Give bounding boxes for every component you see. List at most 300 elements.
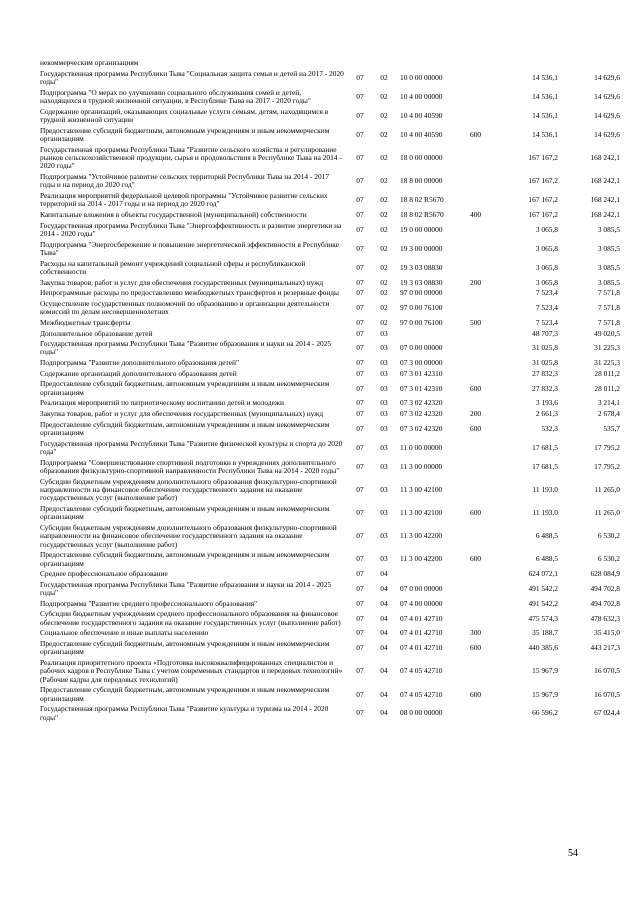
table-row (40, 172, 620, 191)
row-amount-year2: 28 011,2 (594, 368, 620, 378)
row-section: 07 (356, 598, 364, 608)
row-subsection (372, 58, 396, 69)
row-target-code: 08 0 00 00000 (400, 708, 443, 718)
row-expense-type (470, 288, 500, 299)
row-name: Подпрограмма "Энергосбережение и повышение энергетической эффективности в Республике Тыва" (40, 239, 339, 257)
row-expense-type (470, 258, 500, 277)
table-row (40, 369, 620, 380)
row-amount-year2: 7 571,8 (597, 288, 620, 298)
row-amount-year2: 11 265,0 (594, 508, 620, 518)
row-expense-type (470, 172, 500, 191)
row-expense-type (470, 239, 500, 258)
row-section: 07 (356, 643, 364, 653)
row-subsection: 02 (380, 73, 388, 82)
table-row (40, 420, 620, 439)
table-row (40, 599, 620, 610)
row-target-code: 10 4 00 40590 (400, 129, 443, 139)
row-name: Подпрограмма "Устойчивое развитие сельских территорий Республики Тыва на 2014 - 2017 годы и на период до 2020 год" (40, 172, 330, 190)
table-row (40, 277, 620, 288)
row-section: 07 (356, 358, 364, 368)
row-amount-year1: 14 536,1 (532, 73, 558, 82)
table-row (40, 191, 620, 210)
row-target-code: 11 0 00 00000 (400, 442, 443, 452)
row-amount-year2: 14 629,6 (594, 110, 620, 120)
row-amount-year2: 478 632,3 (590, 613, 620, 623)
table-row (40, 550, 620, 569)
row-name: Закупка товаров, работ и услуг для обеспечения государственных (муниципальных) нужд (40, 277, 324, 287)
row-expense-type (470, 458, 500, 477)
row-amount-year2: 16 070,5 (594, 689, 620, 699)
row-amount-year1 (500, 58, 558, 69)
row-amount-year2: 3 214,1 (597, 398, 620, 408)
row-name: Реализация мероприятий по патриотическому воспитанию детей и молодежи (40, 398, 284, 408)
row-subsection: 02 (380, 209, 388, 219)
row-section: 07 (356, 317, 364, 327)
row-amount-year1: 3 065,8 (535, 243, 558, 253)
row-target-code: 18 0 00 00000 (400, 153, 443, 163)
row-amount-year2: 3 085,5 (597, 262, 620, 272)
row-target-code (396, 569, 470, 580)
row-subsection: 02 (380, 224, 388, 234)
row-subsection: 03 (380, 358, 388, 368)
row-subsection: 02 (380, 303, 388, 312)
table-row (40, 288, 620, 299)
row-section: 07 (356, 277, 364, 287)
row-amount-year1: 15 967,9 (532, 666, 558, 676)
row-expense-type: 600 (470, 689, 482, 699)
table-row (40, 69, 620, 88)
row-expense-type: 600 (470, 643, 482, 653)
row-amount-year2: 535,7 (603, 423, 620, 433)
row-expense-type: 200 (470, 277, 482, 287)
row-expense-type (470, 398, 500, 409)
row-section: 07 (356, 328, 364, 338)
row-amount-year2: 628 084,9 (590, 569, 620, 579)
row-section: 07 (356, 129, 364, 139)
row-amount-year2: 3 085,5 (597, 243, 620, 253)
row-subsection: 02 (380, 195, 388, 205)
table-row (40, 458, 620, 477)
row-amount-year2: 2 678,4 (597, 409, 620, 419)
row-section (348, 58, 372, 69)
row-expense-type: 200 (470, 409, 482, 419)
row-section: 07 (356, 409, 364, 419)
row-expense-type (470, 569, 500, 580)
row-amount-year1: 11 193,0 (532, 485, 558, 494)
row-subsection: 04 (380, 583, 388, 593)
row-amount-year2: 168 242,1 (590, 209, 620, 219)
row-section: 07 (356, 176, 364, 186)
row-expense-type (470, 704, 500, 723)
row-section: 07 (356, 583, 364, 593)
row-name: Субсидии бюджетным учреждениям дополнительного образования физкультурно-спортивной направленности на финансовое обеспечение государственного задания на оказание государственных услуг (выполнение работ) (40, 522, 337, 549)
table-row (40, 639, 620, 658)
row-target-code: 07 4 05 42710 (400, 666, 443, 676)
row-target-code: 97 0 00 76100 (400, 317, 443, 327)
row-amount-year2: 14 629,6 (594, 129, 620, 139)
row-section: 07 (356, 689, 364, 699)
row-amount-year2: 17 795,2 (594, 461, 620, 471)
row-expense-type (470, 107, 500, 126)
row-section: 07 (356, 262, 364, 272)
row-amount-year1: 167 167,2 (528, 176, 558, 186)
row-name: Предоставление субсидий бюджетным, автономным учреждениям и иным некоммерческим организациям (40, 379, 330, 397)
table-row (40, 210, 620, 221)
row-amount-year2: 14 629,6 (594, 73, 620, 82)
row-expense-type: 600 (470, 423, 482, 433)
row-target-code: 11 3 00 42100 (400, 508, 443, 518)
row-name: Осуществление государственных полномочий по образованию и организации деятельности комиссий по делам несовершеннолетних (40, 298, 330, 317)
row-amount-year1: 3 065,8 (535, 262, 558, 272)
row-amount-year1: 48 707,3 (532, 328, 558, 338)
row-expense-type: 600 (470, 129, 482, 139)
row-amount-year2: 7 571,8 (597, 303, 620, 312)
row-name: Капитальные вложения в объекты государственной (муниципальной) собственности (40, 209, 307, 219)
row-subsection: 03 (380, 368, 388, 378)
page-number: 54 (568, 848, 578, 859)
row-amount-year2: 3 085,5 (597, 277, 620, 287)
row-subsection: 03 (380, 485, 388, 494)
row-name: некоммерческим организациям (40, 58, 139, 68)
row-amount-year1: 440 385,6 (528, 643, 558, 653)
row-target-code: 07 4 01 42710 (400, 613, 443, 623)
row-amount-year2: 6 530,2 (597, 531, 620, 541)
row-subsection: 03 (380, 409, 388, 419)
table-row (40, 88, 620, 107)
row-subsection: 03 (380, 554, 388, 564)
row-amount-year2: 3 085,5 (597, 224, 620, 234)
row-amount-year1: 532,3 (541, 423, 558, 433)
row-amount-year2: 49 020,5 (594, 328, 620, 338)
row-expense-type: 600 (470, 508, 482, 518)
row-amount-year1: 167 167,2 (528, 209, 558, 219)
row-target-code: 18 8 02 R5670 (400, 209, 444, 219)
row-subsection: 04 (380, 613, 388, 623)
row-target-code: 10 4 00 40590 (400, 110, 443, 120)
row-expense-type (470, 439, 500, 458)
row-target-code: 07 0 00 00000 (400, 583, 443, 593)
row-amount-year1: 17 681,5 (532, 461, 558, 471)
row-subsection: 03 (380, 398, 388, 408)
row-section: 07 (356, 368, 364, 378)
row-amount-year1: 6 488,5 (535, 554, 558, 564)
row-amount-year1: 3 065,8 (535, 224, 558, 234)
row-amount-year1: 624 072,1 (528, 569, 558, 579)
table-row (40, 318, 620, 329)
row-name: Содержание организаций, оказывающих социальные услуги семьям, детям, находящимся в трудной жизненной ситуации (40, 106, 329, 125)
table-row (40, 145, 620, 172)
row-amount-year1: 7 523,4 (535, 303, 558, 312)
row-amount-year1: 14 536,1 (532, 110, 558, 120)
row-name: Реализация мероприятий федеральной целевой программы "Устойчивое развитие сельских территорий на 2014 - 2017 годы и на период до 2020 год" (40, 190, 328, 209)
row-amount-year1: 11 193,0 (532, 508, 558, 518)
row-section: 07 (356, 569, 364, 579)
row-subsection: 03 (380, 383, 388, 393)
row-section: 07 (356, 398, 364, 408)
row-target-code: 07 0 00 00000 (400, 343, 443, 353)
row-section: 07 (356, 288, 364, 298)
row-target-code: 97 0 00 76100 (400, 303, 443, 312)
row-name: Субсидии бюджетным учреждениям дополнительного образования физкультурно-спортивной направленности на финансовое обеспечение государственного задания на оказание государственных услуг (выполнение работ) (40, 476, 337, 503)
row-amount-year2 (558, 58, 620, 69)
table-row (40, 477, 620, 504)
row-target-code: 19 3 00 00000 (400, 243, 443, 253)
table-row (40, 704, 620, 723)
row-section: 07 (356, 73, 364, 82)
row-expense-type (470, 220, 500, 239)
table-row (40, 504, 620, 523)
row-subsection: 02 (380, 277, 388, 287)
row-section: 07 (356, 666, 364, 676)
row-section: 07 (356, 461, 364, 471)
row-name: Подпрограмма "Развитие дополнительного образования детей" (40, 358, 240, 368)
row-name: Предоставление субсидий бюджетным, автономным учреждениям и иным некоммерческим организациям (40, 550, 330, 568)
row-amount-year2: 31 225,3 (594, 343, 620, 353)
row-amount-year1: 491 542,2 (528, 583, 558, 593)
row-amount-year2: 31 225,3 (594, 358, 620, 368)
row-name: Расходы на капитальный ремонт учреждений социальной сферы и республиканской собственности (40, 258, 306, 276)
row-amount-year1: 15 967,9 (532, 689, 558, 699)
table-row (40, 239, 620, 258)
row-target-code: 07 4 05 42710 (400, 689, 443, 699)
row-target-code: 07 4 01 42710 (400, 628, 443, 638)
row-target-code: 10 4 00 00000 (400, 91, 443, 101)
row-section: 07 (356, 224, 364, 234)
table-row (40, 58, 620, 69)
row-amount-year1: 475 574,3 (528, 613, 558, 623)
row-expense-type (470, 369, 500, 380)
row-amount-year1: 17 681,5 (532, 442, 558, 452)
row-amount-year1: 3 193,6 (535, 398, 558, 408)
table-row (40, 439, 620, 458)
table-row (40, 339, 620, 358)
row-amount-year1: 27 832,3 (532, 368, 558, 378)
row-expense-type (470, 58, 500, 69)
row-target-code: 19 3 03 08830 (400, 262, 443, 272)
row-subsection: 04 (380, 666, 388, 676)
row-target-code: 19 3 03 08830 (400, 277, 443, 287)
row-subsection: 03 (380, 343, 388, 353)
row-amount-year1: 14 536,1 (532, 129, 558, 139)
row-name: Межбюджетные трансферты (40, 317, 131, 327)
row-amount-year1: 167 167,2 (528, 153, 558, 163)
row-section: 07 (356, 209, 364, 219)
row-subsection: 04 (380, 628, 388, 638)
row-subsection: 02 (380, 153, 388, 163)
table-row (40, 358, 620, 369)
row-target-code: 07 3 01 42310 (400, 368, 443, 378)
row-amount-year1: 491 542,2 (528, 598, 558, 608)
table-row (40, 299, 620, 318)
row-section: 07 (356, 91, 364, 101)
row-name: Подпрограмма "Развитие среднего профессионального образования" (40, 598, 258, 608)
row-expense-type (470, 299, 500, 318)
row-section: 07 (356, 628, 364, 638)
table-row (40, 379, 620, 398)
row-target-code (396, 328, 470, 339)
row-amount-year2: 494 702,8 (590, 598, 620, 608)
budget-table (40, 58, 620, 723)
row-amount-year2: 6 530,2 (597, 554, 620, 564)
row-subsection: 02 (380, 129, 388, 139)
row-target-code: 07 3 00 00000 (400, 358, 443, 368)
row-expense-type (470, 88, 500, 107)
row-name: Государственная программа Республики Тыва "Развитие сельского хозяйства и регулирование рынков сельскохозяйственной продукции, сырья и продовольствия в Республике Тыва на 2014 - 2020 годы" (40, 144, 342, 171)
row-name: Предоставление субсидий бюджетным, автономным учреждениям и иным некоммерческим организациям (40, 639, 330, 657)
row-amount-year2: 16 070,5 (594, 666, 620, 676)
row-expense-type (470, 69, 500, 88)
table-row (40, 398, 620, 409)
row-name: Государственная программа Республики Тыва "Развитие культуры и туризма на 2014 - 2020 годы" (40, 704, 329, 722)
row-name: Государственная программа Республики Тыва "Развитие физической культуры и спорта до 2020 года" (40, 438, 343, 457)
table-row (40, 126, 620, 145)
row-name: Непрограммные расходы по предоставлению межбюджетных трансфертов и резервные фонды (40, 288, 340, 298)
row-amount-year2: 67 024,4 (594, 708, 620, 718)
row-expense-type (470, 609, 500, 628)
row-name: Государственная программа Республики Тыва "Энергоэффективность и развитие энергетики на 2014 - 2020 годы" (40, 220, 342, 238)
row-target-code: 07 3 02 42320 (400, 398, 443, 408)
table-row (40, 609, 620, 628)
row-subsection: 04 (380, 569, 388, 579)
row-section: 07 (356, 383, 364, 393)
row-amount-year2: 168 242,1 (590, 153, 620, 163)
row-name: Закупка товаров, работ и услуг для обеспечения государственных (муниципальных) нужд (40, 409, 324, 419)
table-row (40, 628, 620, 639)
row-section: 07 (356, 423, 364, 433)
row-name: Реализация приоритетного проекта «Подготовка высококвалифицированных специалистов и рабочих кадров в Республике Тыва с учетом современных стандартов и передовых технологий» (Рабочие кадры для передовых технологий) (40, 658, 343, 684)
row-expense-type: 600 (470, 554, 482, 564)
row-section: 07 (356, 195, 364, 205)
row-target-code (396, 58, 470, 69)
row-section: 07 (356, 485, 364, 494)
row-section: 07 (356, 153, 364, 163)
row-amount-year1: 66 596,2 (532, 708, 558, 718)
row-target-code: 07 3 02 42320 (400, 423, 443, 433)
row-name: Предоставление субсидий бюджетным, автономным учреждениям и иным некоммерческим организациям (40, 419, 330, 438)
row-subsection: 02 (380, 288, 388, 298)
row-expense-type (470, 358, 500, 369)
row-name: Среднее профессиональное образование (40, 569, 168, 579)
row-target-code: 11 3 00 42200 (400, 531, 443, 541)
row-subsection: 03 (380, 328, 388, 338)
row-amount-year1: 35 188,7 (532, 628, 558, 638)
row-amount-year1: 7 523,4 (535, 288, 558, 298)
row-subsection: 04 (380, 598, 388, 608)
row-target-code: 07 3 02 42320 (400, 409, 443, 419)
row-amount-year1: 14 536,1 (532, 91, 558, 101)
row-subsection: 04 (380, 643, 388, 653)
row-amount-year2: 494 702,8 (590, 583, 620, 593)
table-row (40, 658, 620, 685)
row-section: 07 (356, 531, 364, 541)
row-subsection: 03 (380, 461, 388, 471)
row-amount-year2: 443 217,3 (590, 643, 620, 653)
row-expense-type (470, 580, 500, 599)
row-section: 07 (356, 613, 364, 623)
table-row (40, 409, 620, 420)
row-section: 07 (356, 508, 364, 518)
row-name: Государственная программа Республики Тыва "Социальная защита семьи и детей на 2017 - 2020 годы" (40, 68, 344, 87)
table-row (40, 580, 620, 599)
row-amount-year2: 14 629,6 (594, 91, 620, 101)
row-subsection: 02 (380, 317, 388, 327)
row-amount-year2: 7 571,8 (597, 317, 620, 327)
table-row (40, 328, 620, 339)
row-target-code: 11 3 00 42100 (400, 485, 443, 494)
row-subsection: 02 (380, 91, 388, 101)
row-subsection: 02 (380, 243, 388, 253)
table-row (40, 258, 620, 277)
table-row (40, 569, 620, 580)
row-amount-year1: 31 025,8 (532, 358, 558, 368)
row-amount-year2: 168 242,1 (590, 195, 620, 205)
row-subsection: 03 (380, 442, 388, 452)
row-amount-year2: 35 415,0 (594, 628, 620, 638)
row-subsection: 04 (380, 708, 388, 718)
row-section: 07 (356, 554, 364, 564)
row-target-code: 11 3 00 42200 (400, 554, 443, 564)
row-name: Предоставление субсидий бюджетным, автономным учреждениям и иным некоммерческим организациям (40, 125, 330, 144)
row-expense-type (470, 145, 500, 172)
row-expense-type: 400 (470, 209, 482, 219)
row-target-code: 18 8 02 R5670 (400, 195, 444, 205)
row-subsection: 02 (380, 176, 388, 186)
row-expense-type (470, 658, 500, 685)
row-target-code: 07 4 00 00000 (400, 598, 443, 608)
row-name: Содержание организаций дополнительного образования детей (40, 368, 237, 378)
budget-table-body (40, 58, 620, 723)
row-amount-year1: 3 065,8 (535, 277, 558, 287)
row-subsection: 03 (380, 531, 388, 541)
row-amount-year2: 11 265,0 (594, 485, 620, 494)
row-section: 07 (356, 708, 364, 718)
row-amount-year2: 168 242,1 (590, 176, 620, 186)
row-amount-year2: 17 795,2 (594, 442, 620, 452)
row-expense-type: 500 (470, 317, 482, 327)
row-section: 07 (356, 243, 364, 253)
row-section: 07 (356, 303, 364, 312)
budget-table-sheet (40, 58, 620, 723)
row-amount-year1: 2 661,3 (535, 409, 558, 419)
row-expense-type (470, 191, 500, 210)
row-name: Государственная программа Республики Тыва "Развитие образования и науки на 2014 - 2025 годы" (40, 339, 332, 357)
row-expense-type: 600 (470, 383, 482, 393)
row-target-code: 97 0 00 00000 (400, 288, 443, 298)
row-name: Предоставление субсидий бюджетным, автономным учреждениям и иным некоммерческим организациям (40, 503, 330, 522)
row-subsection: 03 (380, 423, 388, 433)
table-row (40, 107, 620, 126)
row-target-code: 07 3 01 42310 (400, 383, 443, 393)
row-name: Субсидии бюджетным учреждениям среднего профессионального образования на финансовое обеспечение государственного задания на оказание государственных услуг (выполнение работ) (40, 609, 341, 627)
row-section: 07 (356, 110, 364, 120)
row-target-code: 11 3 00 00000 (400, 461, 443, 471)
row-target-code: 07 4 01 42710 (400, 643, 443, 653)
row-amount-year1: 7 523,4 (535, 317, 558, 327)
row-expense-type (470, 523, 500, 550)
row-expense-type (470, 328, 500, 339)
row-amount-year2: 28 011,2 (594, 383, 620, 393)
row-target-code: 10 0 00 00000 (400, 73, 443, 82)
row-amount-year1: 167 167,2 (528, 195, 558, 205)
row-name: Подпрограмма "О мерах по улучшению социального обслуживания семей и детей, находящихся в трудной жизненной ситуации, в Республике Тыва на 2017 - 2020 годы" (40, 87, 311, 106)
row-target-code: 19 0 00 00000 (400, 224, 443, 234)
row-expense-type (470, 339, 500, 358)
row-name: Государственная программа Республики Тыва "Развитие образования и науки на 2014 - 2025 годы" (40, 579, 332, 598)
row-subsection: 02 (380, 262, 388, 272)
row-expense-type (470, 599, 500, 610)
row-name: Подпрограмма "Совершенствование спортивной подготовки в учреждениях дополнительного образования физкультурно-спортивной направленности Республики Тыва на 2014 - 2020 годы" (40, 457, 340, 476)
table-row (40, 685, 620, 704)
